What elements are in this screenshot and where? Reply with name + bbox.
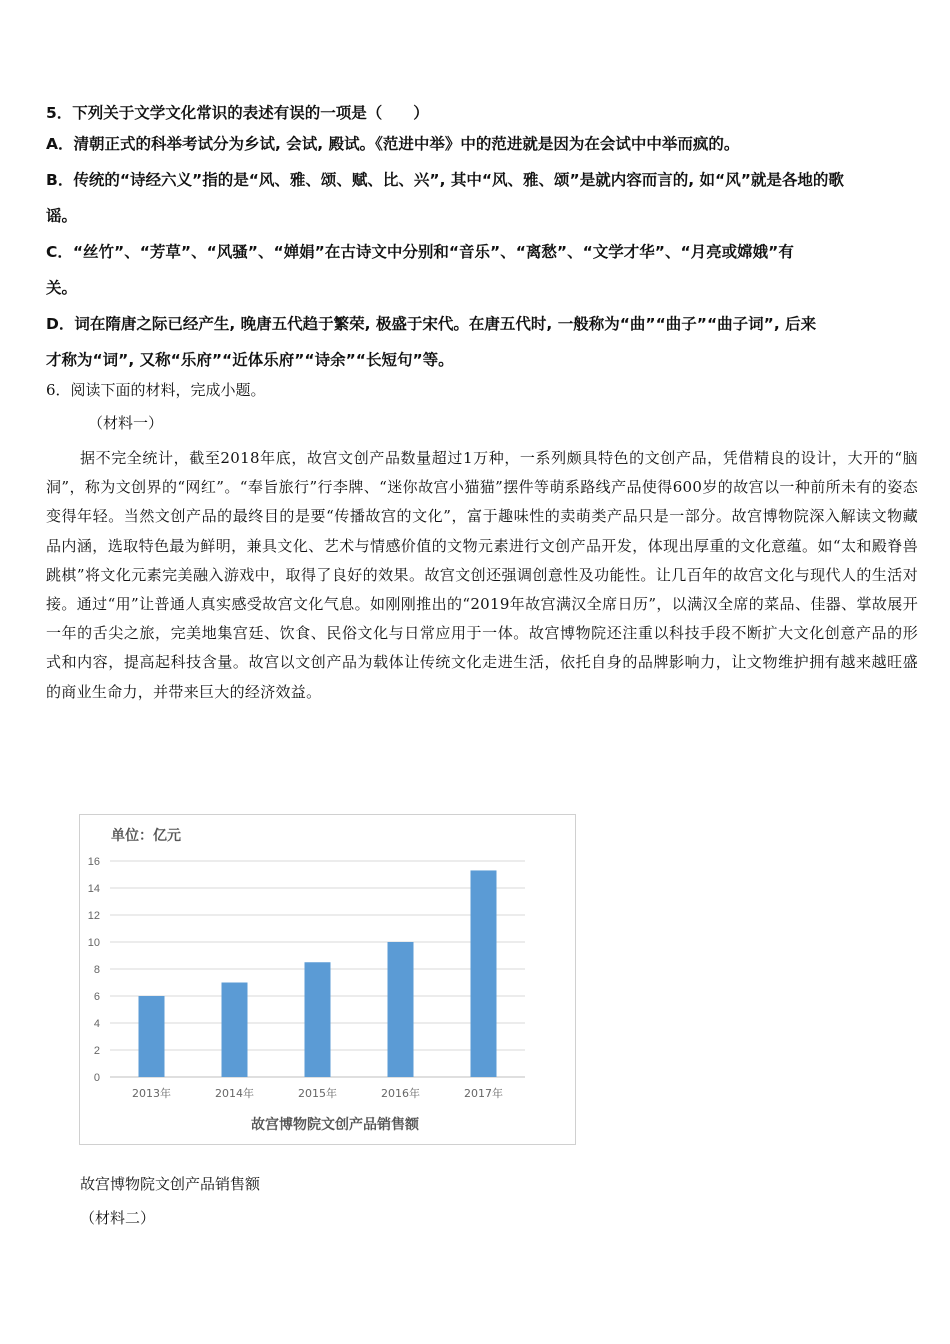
bar-2013年: [139, 996, 165, 1077]
option-b-line-2: 谣。: [46, 207, 78, 225]
x-tick-label: 2013年: [132, 1087, 171, 1100]
y-tick-label: 2: [93, 1045, 100, 1057]
bar-2017年: [471, 870, 497, 1077]
option-d-line-2: 才称为“词”, 又称“乐府”“近体乐府”“诗余”“长短句”等。: [46, 351, 454, 369]
y-tick-label: 16: [87, 856, 100, 868]
option-b-line-1: B．传统的“诗经六义”指的是“风、雅、颂、赋、比、兴”, 其中“风、雅、颂”是就内容而言的, 如“风”就是各地的歌: [46, 171, 844, 189]
chart-caption: 故宫博物院文创产品销售额: [80, 1175, 261, 1193]
option-c-line-2: 关。: [46, 279, 78, 297]
y-tick-label: 4: [93, 1018, 100, 1030]
x-tick-label: 2015年: [298, 1087, 337, 1100]
question-5-stem: 5．下列关于文学文化常识的表述有误的一项是（ ）: [46, 104, 429, 122]
y-tick-label: 6: [93, 991, 100, 1003]
y-tick-label: 10: [87, 937, 100, 949]
y-tick-label: 14: [87, 883, 100, 895]
chart-unit-label: 单位：亿元: [111, 827, 181, 843]
option-c-line-1: C．“丝竹”、“芳草”、“风骚”、“婵娟”在古诗文中分别和“音乐”、“离愁”、“文学才华”、“月亮或嫦娥”有: [46, 243, 794, 261]
material-1-paragraph: 据不完全统计，截至2018年底，故宫文创产品数量超过1万种，一系列颇具特色的文创产品，凭借精良的设计，大开的“脑洞”，称为文创界的“网红”。“奉旨旅行”行李牌、“迷你故宫小猫猫”摆件等萌系路线产品使得600岁的故宫以一种前所未有的姿态变得年轻。当然文创产品的最终目的是要“传播故宫的文化”，富于趣味性的卖萌类产品只是一部分。故宫博物院深入解读文物藏品内涵，选取特色最为鲜明，兼具文化、艺术与情感价值的文物元素进行文创产品开发，体现出厚重的文化意蕴。如“太和殿脊兽跳棋”将文化元素完美融入游戏中，取得了良好的效果。故宫文创还强调创意性及功能性。让几百年的故宫文化与现代人的生活对接。通过“用”让普通人真实感受故宫文化气息。如刚刚推出的“2019年故宫满汉全席日历”，以满汉全席的菜品、佳器、掌故展开一年的舌尖之旅，完美地集宫廷、饮食、民俗文化与日常应用于一体。故宫博物院还注重以科技手段不断扩大文化创意产品的形式和内容，提高起科技含量。故宫以文创产品为载体让传统文化走进生活，依托自身的品牌影响力，让文物维护拥有越来越旺盛的商业生命力，并带来巨大的经济效益。: [46, 449, 918, 701]
option-a: A．清朝正式的科举考试分为乡试, 会试, 殿试。《范进中举》中的范进就是因为在会试中中举而疯的。: [46, 135, 740, 153]
question-6-stem: 6．阅读下面的材料，完成小题。: [46, 381, 266, 399]
sales-chart: [79, 814, 576, 1145]
bar-2014年: [222, 983, 248, 1078]
chart-title: 故宫博物院文创产品销售额: [251, 1116, 419, 1132]
question-5: [46, 100, 908, 378]
y-tick-label: 0: [93, 1072, 100, 1084]
x-tick-label: 2014年: [215, 1087, 254, 1100]
bar-2016年: [388, 942, 414, 1077]
material-1-label: （材料一）: [88, 414, 164, 432]
option-d-line-1: D．词在隋唐之际已经产生, 晚唐五代趋于繁荣, 极盛于宋代。在唐五代时, 一般称为“曲”“曲子”“曲子词”, 后来: [46, 315, 817, 333]
sales-chart-svg: [80, 815, 575, 1144]
y-tick-label: 12: [87, 910, 100, 922]
x-tick-label: 2016年: [381, 1087, 420, 1100]
material-2-label: （材料二）: [80, 1209, 156, 1227]
y-tick-label: 8: [93, 964, 100, 976]
bar-2015年: [305, 962, 331, 1077]
x-tick-label: 2017年: [464, 1087, 503, 1100]
